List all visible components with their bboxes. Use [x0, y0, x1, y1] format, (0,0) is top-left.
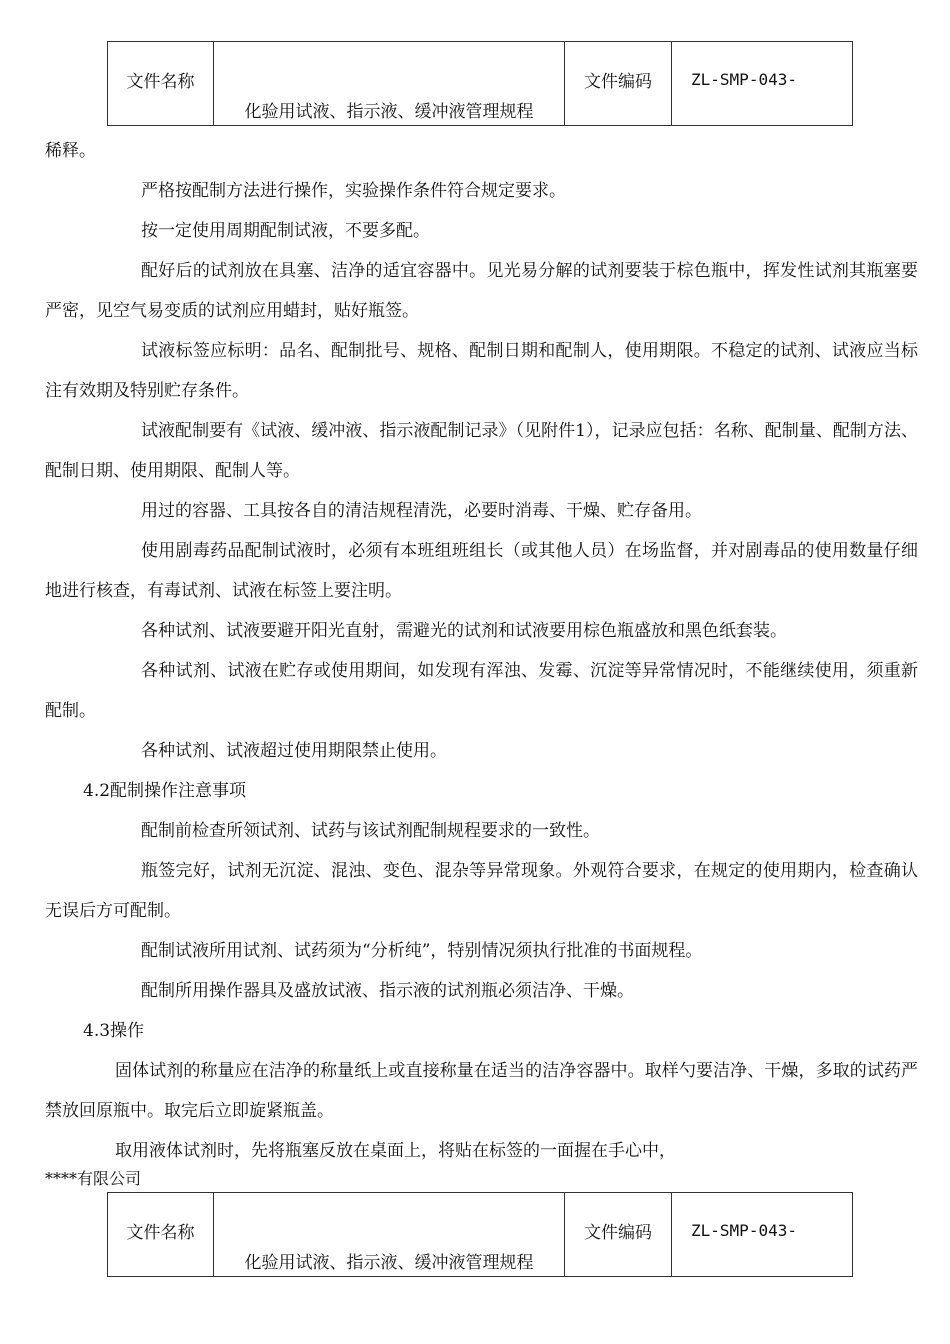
paragraph: 固体试剂的称量应在洁净的称量纸上或直接称量在适当的洁净容器中。取样勺要洁净、干燥，多取的试药严禁放回原瓶中。取完后立即旋紧瓶盖。: [45, 1061, 918, 1121]
document-title-cell: [214, 1193, 565, 1277]
paragraph: 取用液体试剂时，先将瓶塞反放在桌面上，将贴在标签的一面握在手心中，: [115, 1141, 676, 1161]
paragraph: 配好后的试剂放在具塞、洁净的适宜容器中。见光易分解的试剂要装于棕色瓶中，挥发性试剂其瓶塞要严密，见空气易变质的试剂应用蜡封，贴好瓶签。: [45, 261, 918, 321]
paragraph: 严格按配制方法进行操作，实验操作条件符合规定要求。: [141, 181, 566, 201]
paragraph-continuation: 稀释。: [45, 141, 96, 161]
file-code-label: 文件编码: [584, 72, 652, 92]
section-heading-4-3: 4.3操作: [83, 1021, 145, 1041]
paragraph: 各种试剂、试液在贮存或使用期间，如发现有浑浊、发霉、沉淀等异常情况时，不能继续使用，须重新配制。: [45, 661, 918, 721]
paragraph: 试液标签应标明：品名、配制批号、规格、配制日期和配制人，使用期限。不稳定的试剂、试液应当标注有效期及特别贮存条件。: [45, 341, 918, 401]
company-footer: ****有限公司: [45, 1169, 142, 1188]
file-code-value: ZL-SMP-043-: [691, 70, 797, 89]
document-header-table: [107, 41, 853, 126]
paragraph: 配制前检查所领试剂、试药与该试剂配制规程要求的一致性。: [141, 821, 600, 841]
file-code-value-cell: [672, 42, 853, 126]
section-heading-4-2: 4.2配制操作注意事项: [83, 781, 247, 801]
document-title: 化验用试液、指示液、缓冲液管理规程: [244, 1253, 534, 1273]
file-code-value: ZL-SMP-043-: [691, 1221, 797, 1240]
paragraph: 瓶签完好，试剂无沉淀、混浊、变色、混杂等异常现象。外观符合要求，在规定的使用期内，检查确认无误后方可配制。: [45, 861, 918, 921]
paragraph: 按一定使用周期配制试液，不要多配。: [141, 221, 430, 241]
document-title: 化验用试液、指示液、缓冲液管理规程: [244, 102, 534, 122]
file-name-label-cell: [108, 42, 214, 126]
file-code-label-cell: [565, 42, 672, 126]
paragraph: 试液配制要有《试液、缓冲液、指示液配制记录》（见附件1），记录应包括：名称、配制量、配制方法、配制日期、使用期限、配制人等。: [45, 421, 918, 481]
paragraph: 用过的容器、工具按各自的清洁规程清洗，必要时消毒、干燥、贮存备用。: [141, 501, 702, 521]
paragraph: 各种试剂、试液要避开阳光直射，需避光的试剂和试液要用棕色瓶盛放和黑色纸套装。: [141, 621, 787, 641]
file-name-label-cell: [108, 1193, 214, 1277]
file-code-value-cell: [672, 1193, 853, 1277]
paragraph: 各种试剂、试液超过使用期限禁止使用。: [141, 741, 447, 761]
file-code-label-cell: [565, 1193, 672, 1277]
document-title-cell: [214, 42, 565, 126]
paragraph: 使用剧毒药品配制试液时，必须有本班组班组长（或其他人员）在场监督，并对剧毒品的使用数量仔细地进行核查，有毒试剂、试液在标签上要注明。: [45, 541, 918, 601]
file-name-label: 文件名称: [126, 1223, 195, 1243]
paragraph: 配制试液所用试剂、试药须为“分析纯”，特别情况须执行批准的书面规程。: [141, 941, 703, 961]
document-body: [45, 131, 918, 1171]
paragraph: 配制所用操作器具及盛放试液、指示液的试剂瓶必须洁净、干燥。: [141, 981, 634, 1001]
file-name-label: 文件名称: [126, 72, 195, 92]
next-page-header-table: [107, 1192, 853, 1277]
file-code-label: 文件编码: [584, 1223, 652, 1243]
